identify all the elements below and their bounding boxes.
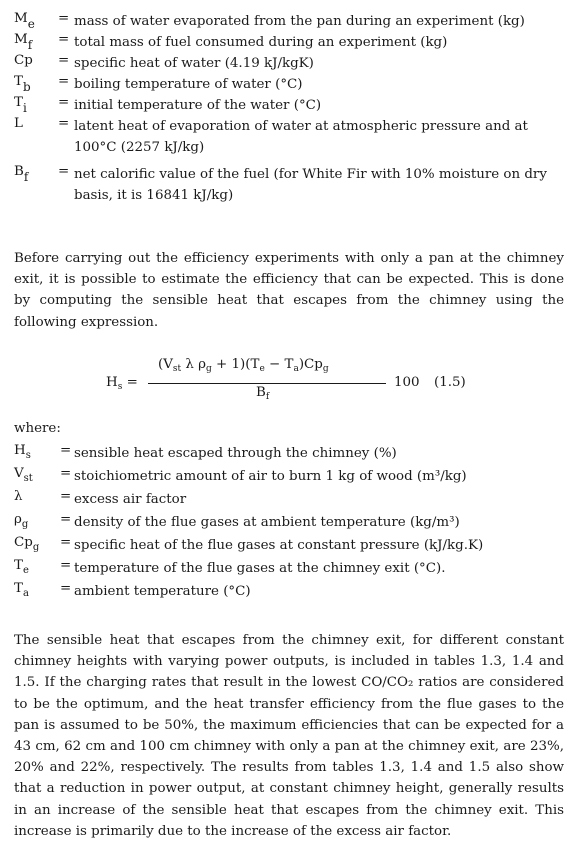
symbol: λ <box>14 489 23 504</box>
fraction-bar <box>148 383 386 384</box>
equals-sign: = <box>60 558 72 573</box>
equation <box>0 357 578 417</box>
equals-sign: = <box>60 466 72 481</box>
equation-multiplier: 100 <box>394 375 420 390</box>
definition-text: specific heat of the flue gases at constant pressure (kJ/kg.K) <box>74 538 484 553</box>
paragraph-intro: Before carrying out the efficiency experiments with only a pan at the chimney exit, it is possible to estimate the efficiency that can be expected. This is done by computing the sensible heat that escapes from the chimney using the following expression. <box>14 251 564 330</box>
equals-sign: = <box>60 535 72 550</box>
definition-text: density of the flue gases at ambient temperature (kg/m³) <box>74 515 460 530</box>
definition-text: latent heat of evaporation of water at atmospheric pressure and at 100°C (2257 kJ/kg) <box>74 119 528 155</box>
equation-denominator: $B_f$ <box>256 385 270 402</box>
equals-sign: = <box>58 74 70 89</box>
equation-numerator: ($V_{st}$ λ $\rho_g + 1)(T_e - T_a)Cp_g$ <box>158 357 329 374</box>
equals-sign: = <box>58 95 70 110</box>
symbol: $M_f$ <box>14 32 33 52</box>
symbol: $M_e$ <box>14 11 35 31</box>
equals-sign: = <box>60 512 72 527</box>
symbol: $V_{st}$ <box>14 466 33 484</box>
equation-lhs: $H_s$ = <box>106 375 138 392</box>
symbol: $T_a$ <box>14 581 29 599</box>
symbol: $T_b$ <box>14 74 31 94</box>
symbol: $B_f$ <box>14 164 29 184</box>
symbol: Cp <box>14 53 33 68</box>
definition-text: excess air factor <box>74 492 187 507</box>
definition-text: mass of water evaporated from the pan during an experiment (kg) <box>74 14 525 29</box>
definition-text: total mass of fuel consumed during an experiment (kg) <box>74 35 448 50</box>
equals-sign: = <box>60 489 72 504</box>
symbol: L <box>14 116 23 131</box>
equation-number: (1.5) <box>434 375 466 390</box>
definition-text: boiling temperature of water (°C) <box>74 77 303 92</box>
symbol: $Cp_g$ <box>14 535 40 553</box>
equals-sign: = <box>58 53 70 68</box>
definition-text: specific heat of water (4.19 kJ/kgK) <box>74 56 314 71</box>
equals-sign: = <box>58 116 70 131</box>
definition-text: sensible heat escaped through the chimney (%) <box>74 446 397 461</box>
symbol: $T_i$ <box>14 95 27 115</box>
symbol: $H_s$ <box>14 443 31 461</box>
equals-sign: = <box>58 164 70 179</box>
definition-text: net calorific value of the fuel (for White Fir with 10% moisture on dry basis, it is 16841 kJ/kg) <box>74 167 547 203</box>
definition-text: temperature of the flue gases at the chimney exit (°C). <box>74 561 446 576</box>
symbol: $\rho_g$ <box>14 512 29 530</box>
paragraph-results: The sensible heat that escapes from the chimney exit, for different constant chimney heights with varying power outputs, is included in tables 1.3, 1.4 and 1.5. If the charging rates that result in the lowest CO/CO₂ ratios are considered to be the optimum, and the heat transfer efficiency from the flue gases to the pan is assumed to be 50%, the maximum efficiencies that can be expected for a 43 cm, 62 cm and 100 cm chimney with only a pan at the chimney exit, are 23%, 20% and 22%, respectively. The results from tables 1.3, 1.4 and 1.5 also show that a reduction in power output, at constant chimney height, generally results in an increase of the sensible heat that escapes from the chimney exit. This increase is primarily due to the increase of the excess air factor. <box>14 633 564 839</box>
definition-text: ambient temperature (°C) <box>74 584 251 599</box>
symbol: $T_e$ <box>14 558 29 576</box>
definition-text: stoichiometric amount of air to burn 1 kg of wood (m³/kg) <box>74 469 467 484</box>
definition-text: initial temperature of the water (°C) <box>74 98 322 113</box>
equals-sign: = <box>58 32 70 47</box>
equals-sign: = <box>58 11 70 26</box>
equals-sign: = <box>60 443 72 458</box>
where-label: where: <box>14 421 61 436</box>
equals-sign: = <box>60 581 72 596</box>
